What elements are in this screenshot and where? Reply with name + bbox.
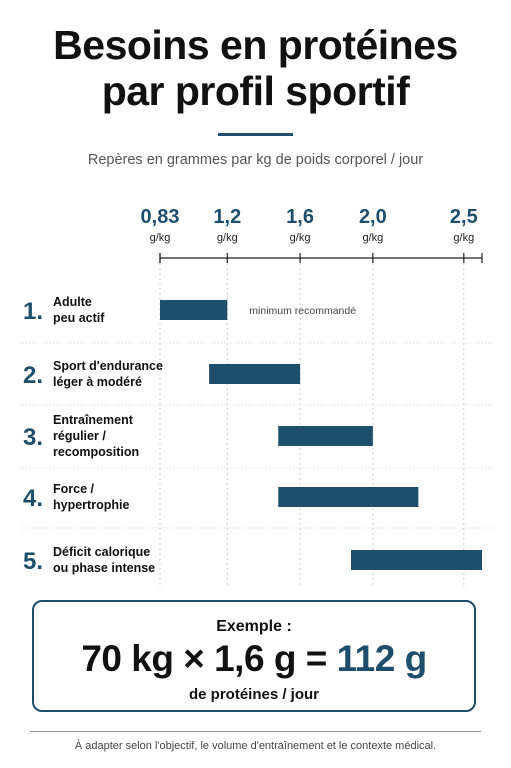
row-label-line: recomposition [53,445,140,459]
example-result: 112 g [336,638,427,679]
range-bar [278,426,373,446]
example-label: Exemple : [216,618,292,635]
row-label-line: Force / [53,482,94,496]
range-bar [278,487,418,507]
protein-range-chart [0,195,511,590]
example-box [32,600,476,712]
x-tick-label: 2,0 [358,206,387,228]
row-label-line: ou phase intense [53,561,156,575]
row-number: 4. [23,485,44,512]
row-label-line: Déficit calorique [53,545,151,559]
row-number: 1. [23,298,44,325]
example-formula-text: 70 kg × 1,6 g = [81,638,337,679]
example-unit: de protéines / jour [188,686,320,703]
x-tick-unit: g/kg [453,232,475,244]
row-label-line: léger à modéré [53,375,142,389]
row-label-line: Sport d'endurance [53,359,163,373]
range-bar [209,364,300,384]
range-bar [351,550,482,570]
row-label-line: Adulte [53,295,92,309]
row-label-line: régulier / [53,429,106,443]
x-tick-unit: g/kg [216,232,238,244]
row-label-line: Entraînement [53,413,133,427]
row-label-line: hypertrophie [53,498,130,512]
row-label-line: peu actif [53,311,105,325]
title-line-1: Besoins en protéines [53,22,458,68]
footer-divider [30,731,481,732]
row-number: 5. [23,548,44,575]
footnote: À adapter selon l'objectif, le volume d'entraînement et le contexte médical. [74,740,437,752]
x-tick-unit: g/kg [362,232,384,244]
title-accent-rule [218,133,293,136]
x-tick-label: 1,2 [213,206,242,228]
x-tick-label: 1,6 [286,206,314,228]
x-tick-unit: g/kg [149,232,171,244]
row-number: 3. [23,424,44,451]
page-title [0,22,511,114]
subtitle: Repères en grammes par kg de poids corporel / jour [87,152,424,168]
row-number: 2. [23,362,44,389]
example-formula [34,638,474,680]
bar-annotation: minimum recommandé [249,305,357,317]
range-bar [160,300,227,320]
x-tick-label: 0,83 [140,206,180,228]
title-line-2: par profil sportif [101,68,410,114]
x-tick-label: 2,5 [449,206,478,228]
x-tick-unit: g/kg [289,232,311,244]
